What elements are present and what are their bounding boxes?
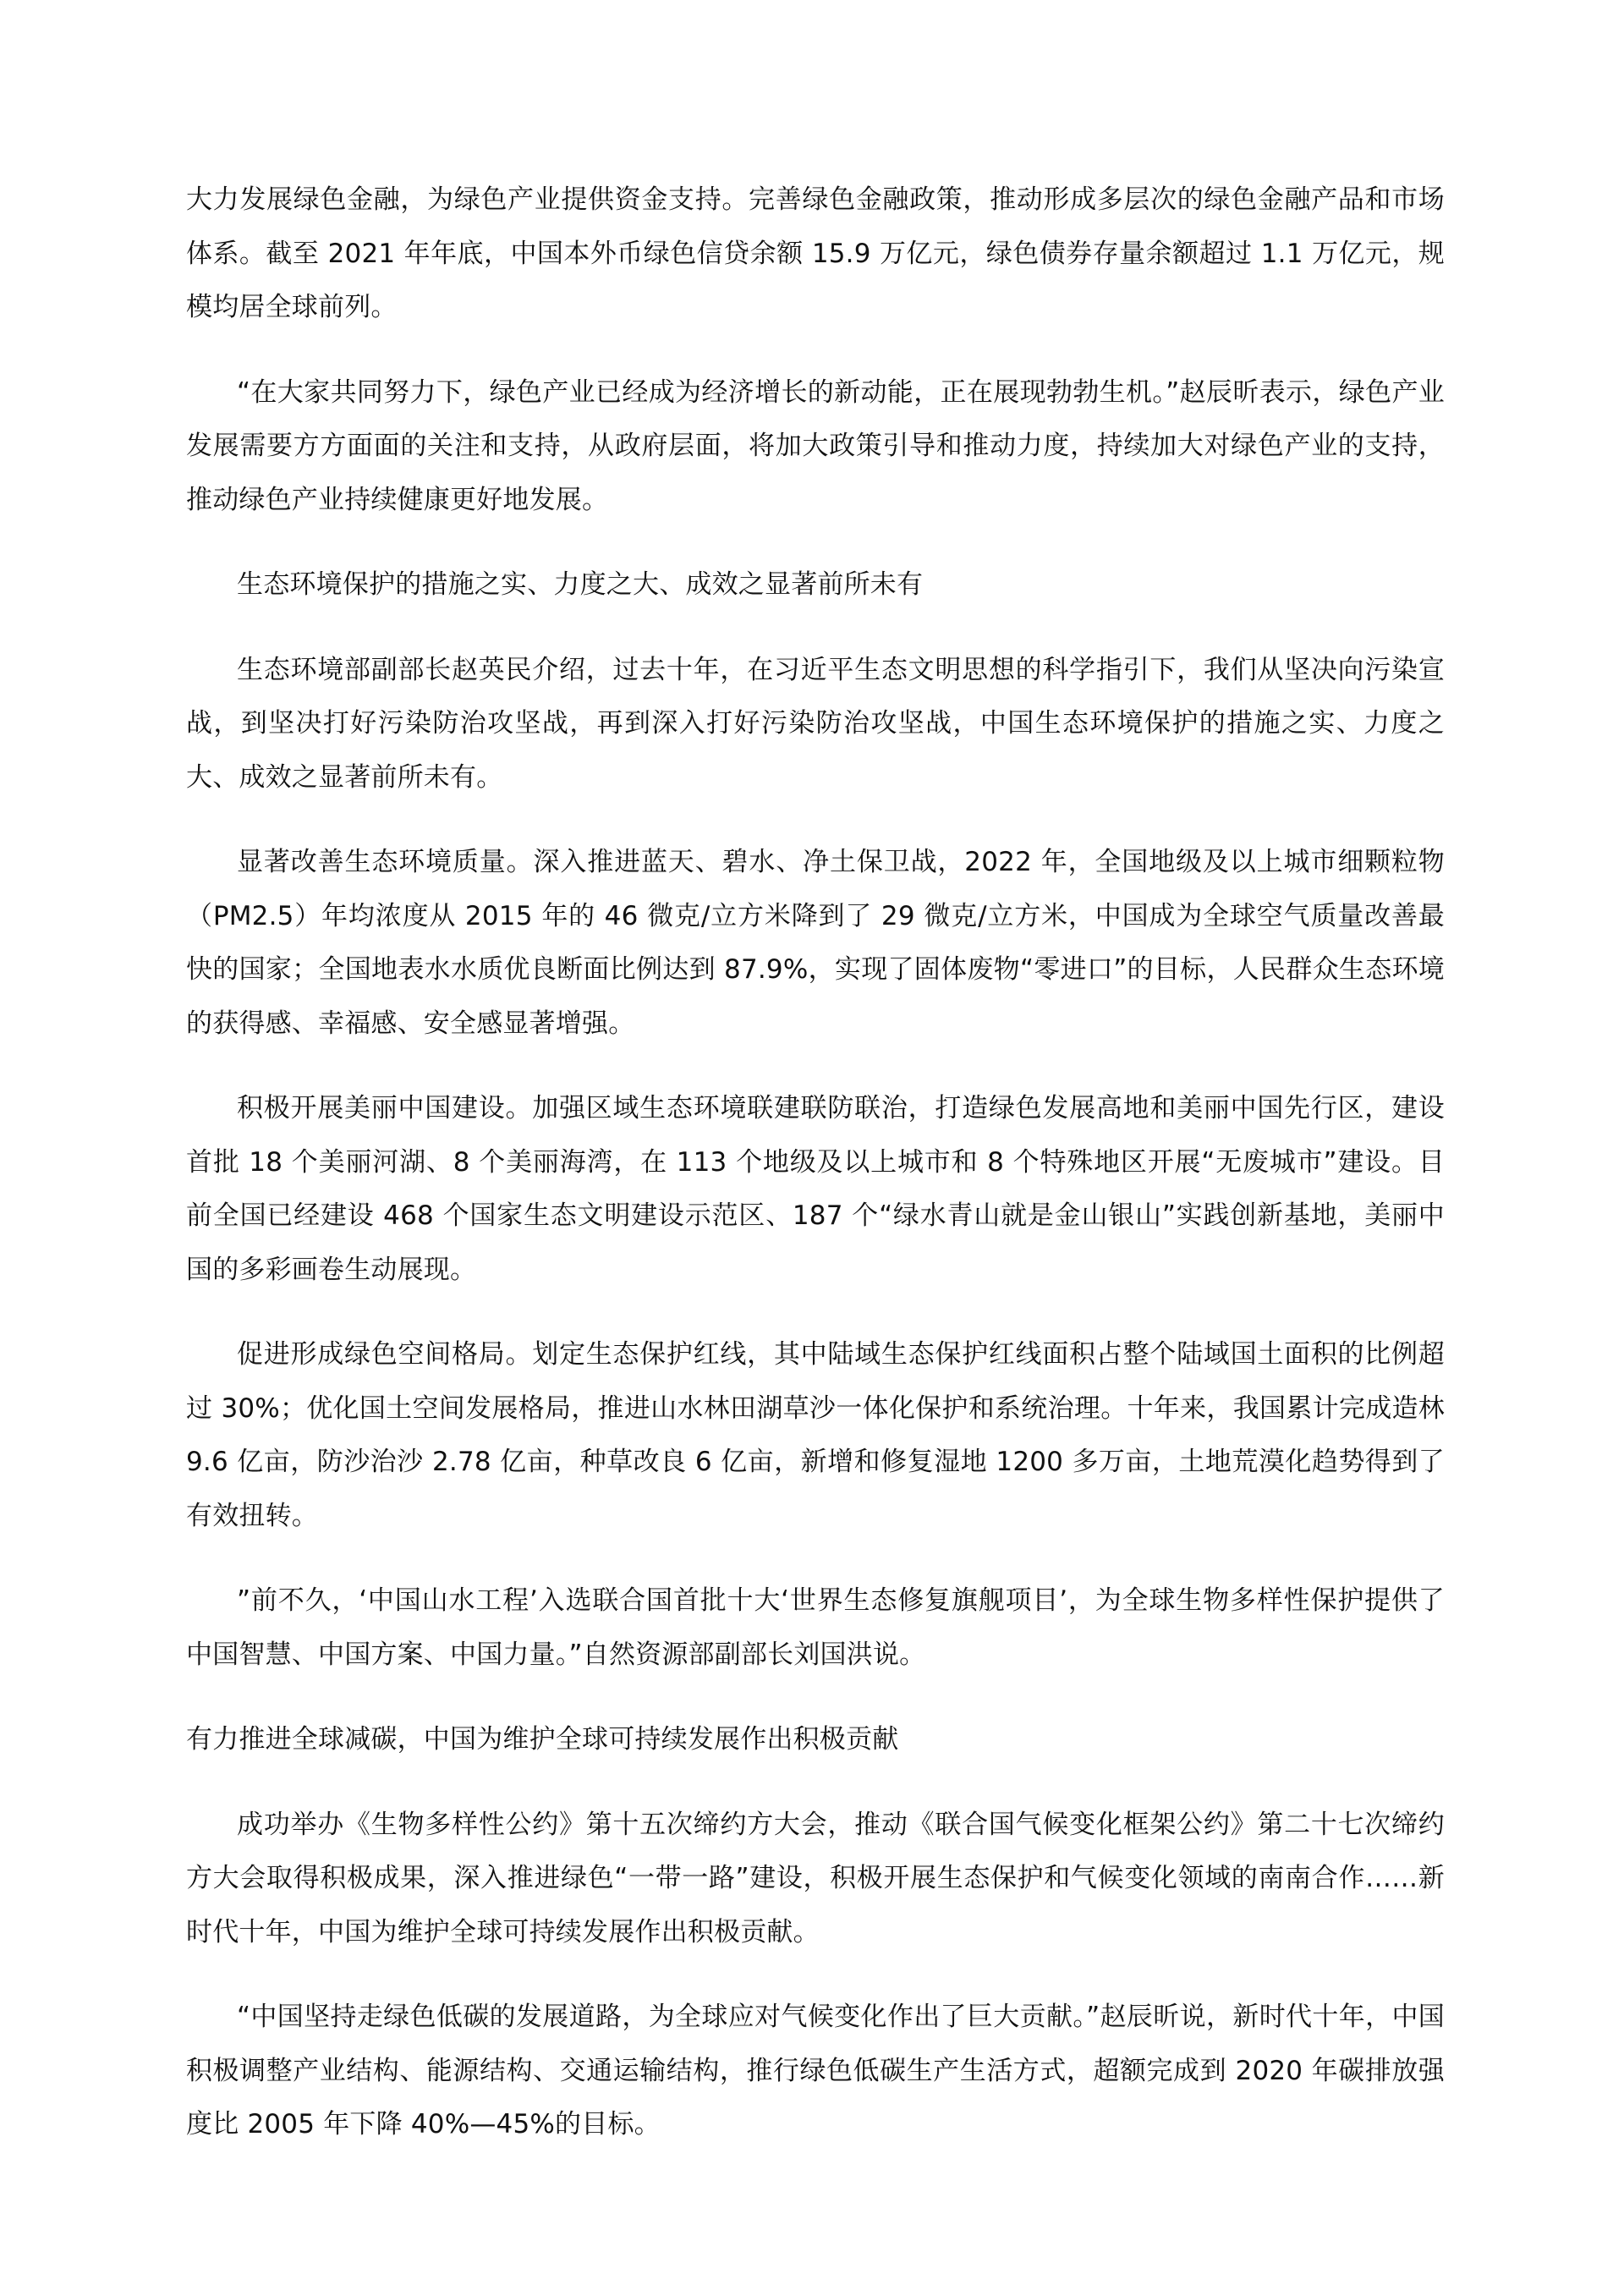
paragraph-green-finance: 大力发展绿色金融，为绿色产业提供资金支持。完善绿色金融政策，推动形成多层次的绿色金融产品和市场体系。截至 2021 年年底，中国本外币绿色信贷余额 15.9 万亿元，绿色债券存量余额超过 1.1 万亿元，规模均居全球前列。 — [186, 184, 1445, 322]
paragraph-green-industry-quote: “在大家共同努力下，绿色产业已经成为经济增长的新动能，正在展现勃勃生机。”赵辰昕表示，绿色产业发展需要方方面面的关注和支持，从政府层面，将加大政策引导和推动力度，持续加大对绿色产业的支持，推动绿色产业持续健康更好地发展。 — [186, 376, 1445, 515]
paragraph-beautiful-china: 积极开展美丽中国建设。加强区域生态环境联建联防联治，打造绿色发展高地和美丽中国先行区，建设首批 18 个美丽河湖、8 个美丽海湾，在 113 个地级及以上城市和 8 个特殊地区开展“无废城市”建设。目前全国已经建设 468 个国家生态文明建设示范区、187 个“绿水青山就是金山银山”实践创新基地，美丽中国的多彩画卷生动展现。 — [186, 1093, 1445, 1285]
paragraph-mountain-water-project: ”前不久，‘中国山水工程’入选联合国首批十大‘世界生态修复旗舰项目’，为全球生物多样性保护提供了中国智慧、中国方案、中国力量。”自然资源部副部长刘国洪说。 — [186, 1585, 1445, 1670]
section-heading-eco-protection: 生态环境保护的措施之实、力度之大、成效之显著前所未有 — [237, 569, 924, 600]
paragraph-zhao-yingmin: 生态环境部副部长赵英民介绍，过去十年，在习近平生态文明思想的科学指引下，我们从坚决向污染宣战，到坚决打好污染防治攻坚战，再到深入打好污染防治攻坚战，中国生态环境保护的措施之实、力度之大、成效之显著前所未有。 — [186, 654, 1445, 793]
paragraph-cop15: 成功举办《生物多样性公约》第十五次缔约方大会，推动《联合国气候变化框架公约》第二十七次缔约方大会取得积极成果，深入推进绿色“一带一路”建设，积极开展生态保护和气候变化领域的南南合作……新时代十年，中国为维护全球可持续发展作出积极贡献。 — [186, 1809, 1445, 1947]
paragraph-low-carbon-quote: “中国坚持走绿色低碳的发展道路，为全球应对气候变化作出了巨大贡献。”赵辰昕说，新时代十年，中国积极调整产业结构、能源结构、交通运输结构，推行绿色低碳生产生活方式，超额完成到 2020 年碳排放强度比 2005 年下降 40%—45%的目标。 — [186, 2002, 1445, 2139]
paragraph-green-space: 促进形成绿色空间格局。划定生态保护红线，其中陆域生态保护红线面积占整个陆域国土面积的比例超过 30%；优化国土空间发展格局，推进山水林田湖草沙一体化保护和系统治理。十年来，我国累计完成造林 9.6 亿亩，防沙治沙 2.78 亿亩，种草改良 6 亿亩，新增和修复湿地 1200 多万亩，土地荒漠化趋势得到了有效扭转。 — [186, 1339, 1445, 1531]
paragraph-air-water-quality: 显著改善生态环境质量。深入推进蓝天、碧水、净土保卫战，2022 年，全国地级及以上城市细颗粒物（PM2.5）年均浓度从 2015 年的 46 微克/立方米降到了 29 微克/立方米，中国成为全球空气质量改善最快的国家；全国地表水水质优良断面比例达到 87.9%，实现了固体废物“零进口”的目标，人民群众生态环境的获得感、幸福感、安全感显著增强。 — [186, 847, 1445, 1039]
section-heading-global-carbon: 有力推进全球减碳，中国为维护全球可持续发展作出积极贡献 — [186, 1724, 899, 1755]
document-page — [186, 173, 1445, 2152]
